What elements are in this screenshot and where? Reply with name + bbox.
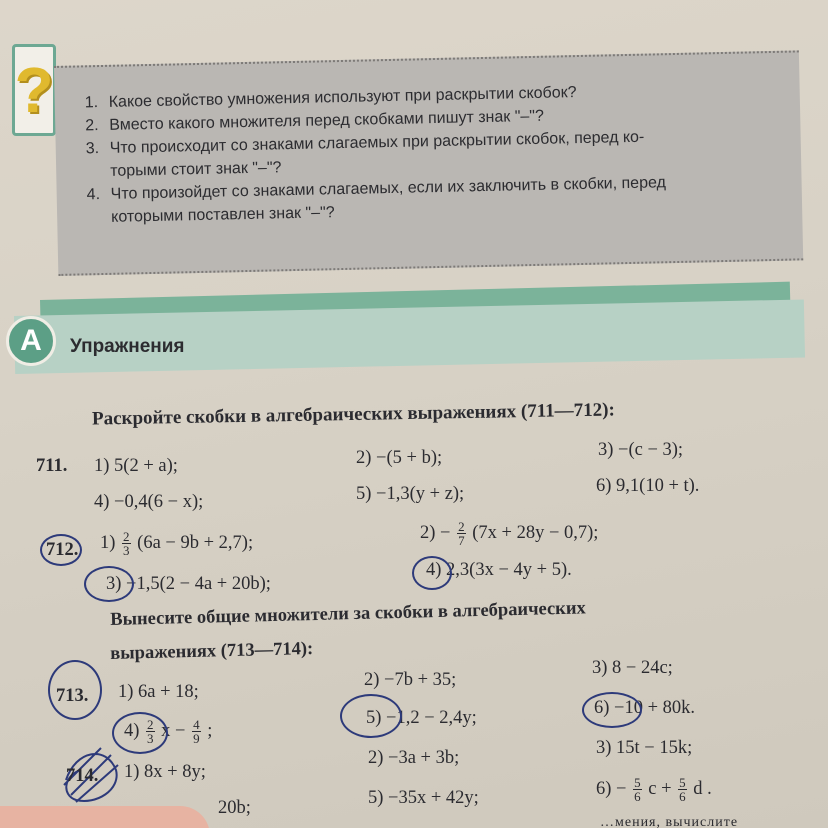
cut-off-text: …мения, вычислите: [600, 815, 739, 828]
question-item: 4. Что произойдет со знаками слагаемых, если их заключить в скобки, перед: [86, 174, 667, 204]
task-heading-711-712: Раскройте скобки в алгебраических выражениях (711—712):: [91, 399, 616, 430]
exercise-item: 2) −(5 + b);: [356, 448, 443, 468]
review-questions-box: [54, 50, 803, 276]
exercise-number-712: 712.: [46, 540, 79, 560]
exercise-item: 5) −1,3(y + z);: [356, 484, 465, 504]
pen-circle-mark: [582, 692, 642, 728]
exercise-item: 3) 15t − 15k;: [596, 738, 693, 758]
section-badge: A: [6, 316, 56, 366]
exercise-item: 6) − $\frac{5}{6}$ c + $\frac{5}{6}$ d .: [596, 775, 712, 804]
exercise-item: 20b;: [218, 798, 251, 818]
exercise-item: 5) −35x + 42y;: [368, 788, 479, 808]
exercise-item: 2) −3a + 3b;: [368, 748, 460, 768]
exercise-item: 4) 2,3(3x − 4y + 5).: [426, 560, 572, 580]
question-item: которыми поставлен знак "–"?: [111, 204, 335, 226]
exercise-item: 2) − $\frac{2}{7}$ (7x + 28y − 0,7);: [420, 519, 599, 548]
section-title: Упражнения: [70, 336, 185, 357]
exercise-item: 3) 8 − 24c;: [592, 658, 673, 678]
pen-circle-mark: [48, 660, 102, 720]
exercise-item: 3) −(c − 3);: [598, 440, 684, 460]
question-item: торыми стоит знак "–"?: [110, 159, 282, 180]
exercise-item: 2) −7b + 35;: [364, 670, 457, 690]
pen-circle-mark: [412, 556, 452, 590]
question-item: 1. Какое свойство умножения используют при раскрытии скобок?: [84, 84, 577, 112]
exercise-item: 4) −0,4(6 − x);: [94, 492, 204, 512]
exercise-number-713: 713.: [56, 686, 89, 706]
exercise-item: 6) 9,1(10 + t).: [596, 476, 700, 496]
exercise-item: 1) 6a + 18;: [118, 682, 199, 702]
exercise-number-711: 711.: [36, 456, 68, 476]
exercise-item: 1) 8x + 8y;: [124, 762, 206, 782]
pen-circle-mark: [40, 534, 82, 566]
exercise-item: 5) −1,2 − 2,4y;: [366, 708, 477, 728]
pen-circle-mark: [340, 694, 402, 738]
task-heading-713-714: Вынесите общие множители за скобки в алгебраических: [110, 598, 586, 630]
task-heading-713-714-line2: выражениях (713—714):: [110, 639, 314, 664]
finger-obstruction: [0, 806, 210, 828]
bleed-through-text: [180, 0, 660, 30]
question-item: 3. Что происходит со знаками слагаемых при раскрытии скобок, перед ко-: [85, 128, 645, 158]
question-item: 2. Вместо какого множителя перед скобками пишут знак "–"?: [85, 107, 545, 135]
question-mark-icon: ?: [12, 44, 56, 136]
exercise-item: 1) 5(2 + a);: [94, 456, 178, 476]
exercise-item: 1) $\frac{2}{3}$ (6a − 9b + 2,7);: [100, 529, 254, 558]
pen-circle-mark: [84, 566, 134, 602]
exercise-item: 4) $\frac{2}{3}$ x − $\frac{4}{9}$ ;: [124, 717, 213, 746]
exercise-number-714: 714.: [66, 766, 99, 786]
exercise-item: 6) −10 + 80k.: [594, 698, 696, 718]
exercise-item: 3) −1,5(2 − 4a + 20b);: [106, 574, 271, 594]
